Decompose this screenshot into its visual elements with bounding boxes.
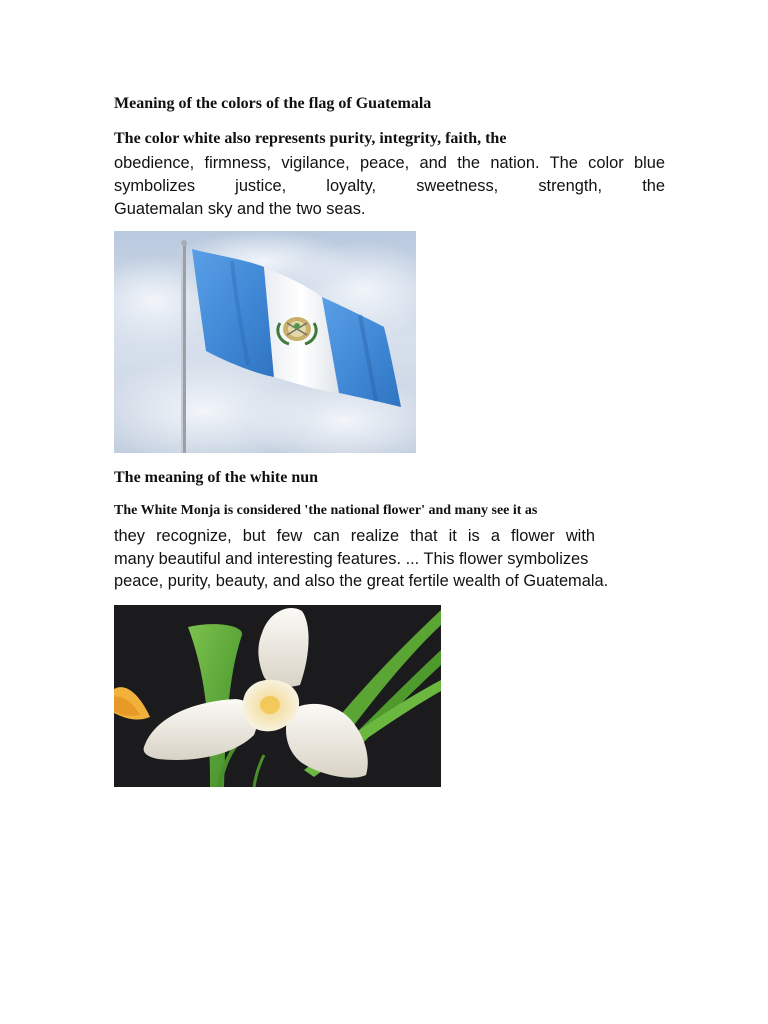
flag-paragraph-line: symbolizes justice, loyalty, sweetness, strength, the	[114, 177, 665, 195]
flag-paragraph	[114, 152, 665, 221]
flag-lead-sentence: The color white also represents purity, integrity, faith, the	[114, 130, 507, 147]
white-nun-orchid-photo	[114, 605, 441, 787]
section-heading-flag-colors: Meaning of the colors of the flag of Guatemala	[114, 95, 432, 112]
guatemala-flag-photo	[114, 231, 416, 453]
white-nun-lead-sentence: The White Monja is considered 'the national flower' and many see it as	[114, 503, 538, 518]
white-nun-paragraph	[114, 525, 609, 593]
white-nun-paragraph-line: peace, purity, beauty, and also the great fertile wealth of Guatemala.	[114, 572, 609, 590]
flag-paragraph-line: obedience, firmness, vigilance, peace, and the nation. The color blue	[114, 154, 665, 172]
white-nun-paragraph-line: many beautiful and interesting features. ... This flower symbolizes	[114, 549, 589, 568]
section-heading-white-nun: The meaning of the white nun	[114, 469, 319, 486]
white-nun-paragraph-line: they recognize, but few can realize that it is a flower with	[114, 527, 595, 545]
flag-paragraph-line: Guatemalan sky and the two seas.	[114, 200, 366, 218]
